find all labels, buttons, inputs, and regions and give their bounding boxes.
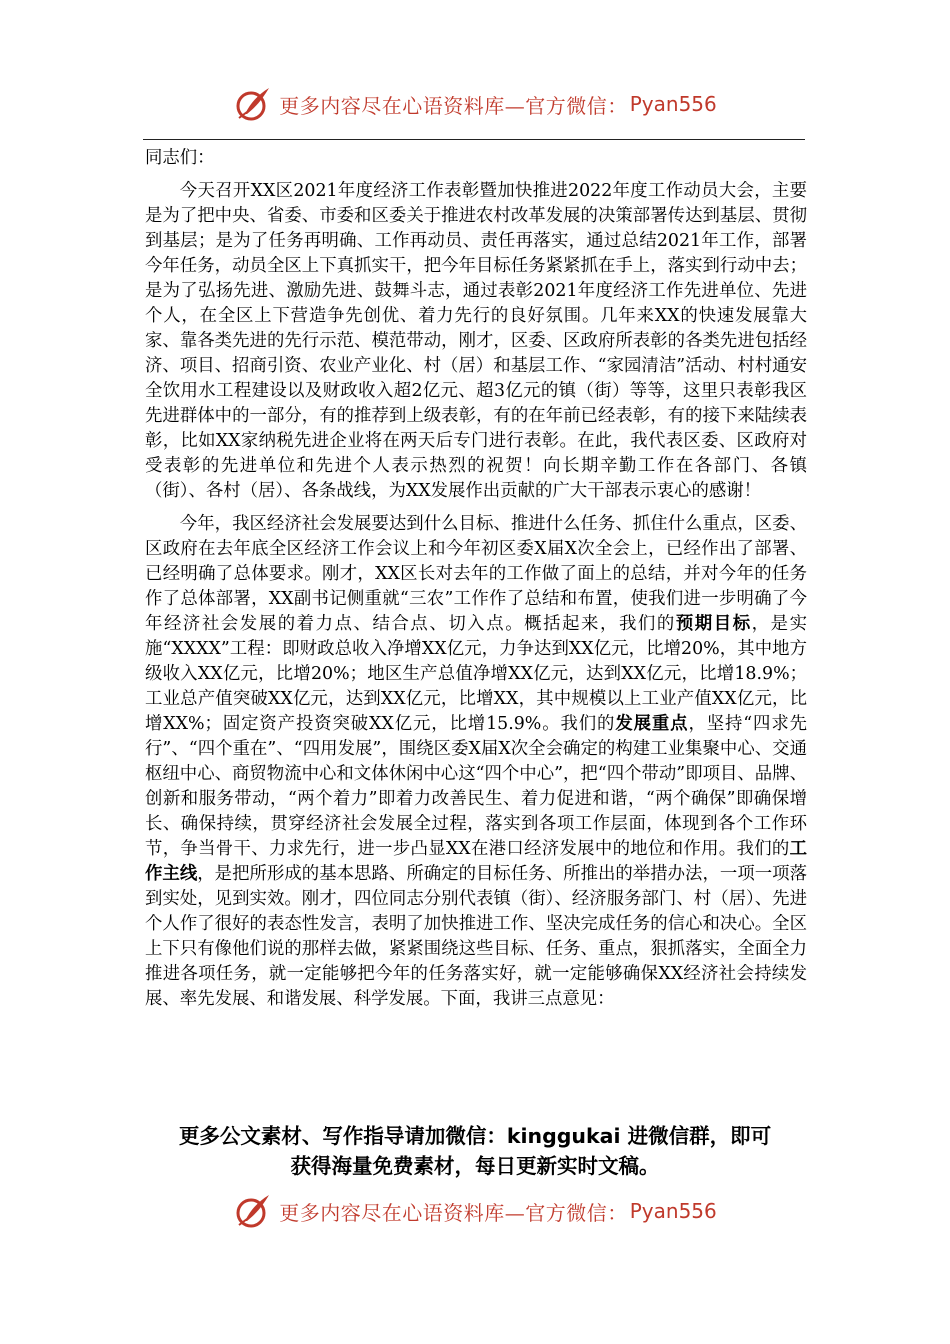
paragraph-2-text-a: 今年，我区经济社会发展要达到什么目标、推进什么任务、抓住什么重点，区委、区政府在去年底全区经济工作会议上和今年初区委X届X次全会上，已经作出了部署、已经明确了总体要求。刚才，XX区长对去年的工作做了面上的总结，并对今年的任务作了总体部署，XX副书记侧重就“三农”工作作了总结和布置，使我们进一步明确了今年经济社会发展的着力点、结合点、切入点。概括起来，我们的 [145, 514, 807, 634]
greeting: 同志们： [145, 148, 215, 168]
watermark-text: 更多内容尽在心语资料库—官方微信： [279, 1200, 628, 1225]
paragraph-2-text-d: ，坚持“四求先行”、“四个重在”、“四用发展”，围绕区委X届X次全会确定的构建工业集聚中心、交通枢纽中心、商贸物流中心和文体休闲中心这“四个中心”，把“四个带动”即项目、品牌、创新和服务带动，“两个着力”即着力改善民生、着力促进和谐，“两个确保”即确保增长、确保持续，贯穿经济社会发展全过程，落实到各项工作层面，体现到各个工作环节，争当骨干、力求先行，进一步凸显XX在港口经济发展中的地位和作用。我们的 [145, 714, 807, 859]
promo-notice [100, 1121, 850, 1181]
keyword-work-mainline: 工作主线 [145, 839, 807, 884]
document-body [145, 146, 807, 1012]
keyword-development-focus: 发展重点 [615, 714, 689, 734]
watermark-wechat-id: Pyan556 [629, 92, 717, 116]
watermark-header [0, 84, 950, 124]
quill-logo-icon [233, 84, 273, 124]
quill-logo-icon [233, 1191, 273, 1231]
paragraph-2 [145, 512, 807, 1012]
paragraph-2-text-c: ，是实施“XXXX”工程：即财政总收入净增XX亿元，力争达到XX亿元，比增20%，其中地方级收入XX亿元，比增20%；地区生产总值净增XX亿元，达到XX亿元，比增18.9%；工业总产值突破XX亿元，达到XX亿元，比增XX，其中规模以上工业产值XX亿元，比增XX%；固定资产投资突破XX亿元，比增15.9%。我们的 [145, 614, 807, 734]
promo-line-2: 获得海量免费素材，每日更新实时文稿。 [290, 1154, 660, 1178]
watermark-text: 更多内容尽在心语资料库—官方微信： [279, 93, 628, 118]
promo-line-1: 更多公文素材、写作指导请加微信：kinggukai 进微信群，即可 [178, 1124, 772, 1148]
paragraph-1: 今天召开XX区2021年度经济工作表彰暨加快推进2022年度工作动员大会，主要是为了把中央、省委、市委和区委关于推进农村改革发展的决策部署传达到基层、贯彻到基层；是为了任务再明确、工作再动员、责任再落实，通过总结2021年工作，部署今年任务，动员全区上下真抓实干，把今年目标任务紧紧抓在手上，落实到行动中去；是为了弘扬先进、激励先进、鼓舞斗志，通过表彰2021年度经济工作先进单位、先进个人，在全区上下营造争先创优、着力先行的良好氛围。几年来XX的快速发展靠大家、靠各类先进的先行示范、模范带动，刚才，区委、区政府所表彰的各类先进包括经济、项目、招商引资、农业产业化、村（居）和基层工作、“家园清洁”活动、村村通安全饮用水工程建设以及财政收入超2亿元、超3亿元的镇（街）等等，这里只表彰我区先进群体中的一部分，有的推荐到上级表彰，有的在年前已经表彰，有的接下来陆续表彰，比如XX家纳税先进企业将在两天后专门进行表彰。在此，我代表区委、区政府对受表彰的先进单位和先进个人表示热烈的祝贺！向长期辛勤工作在各部门、各镇（街）、各村（居）、各条战线，为XX发展作出贡献的广大干部表示衷心的感谢！ [145, 181, 807, 501]
keyword-expected-goals: 预期目标 [675, 614, 752, 634]
watermark-wechat-id: Pyan556 [629, 1199, 717, 1223]
header-divider [143, 139, 805, 140]
paragraph-2-text-e: ，是把所形成的基本思路、所确定的目标任务、所推出的举措办法，一项一项落到实处，见到实效。刚才，四位同志分别代表镇（街）、经济服务部门、村（居）、先进个人作了很好的表态性发言，表明了加快推进工作、坚决完成任务的信心和决心。全区上下只有像他们说的那样去做，紧紧围绕这些目标、任务、重点，狠抓落实，全面全力推进各项任务，就一定能够把今年的任务落实好，就一定能够确保XX经济社会持续发展、率先发展、和谐发展、科学发展。下面，我讲三点意见： [145, 864, 807, 1009]
watermark-footer [0, 1191, 950, 1231]
